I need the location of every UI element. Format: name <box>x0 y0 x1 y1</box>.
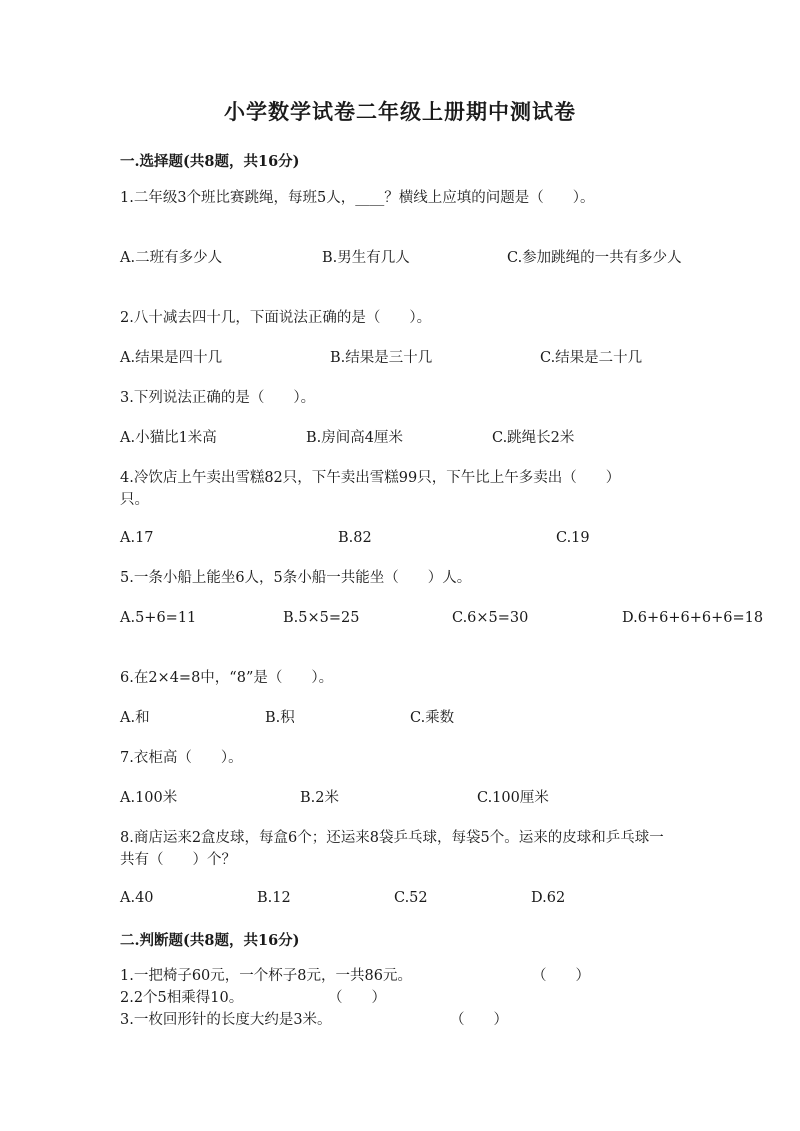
q8-option-c: C.52 <box>394 890 428 906</box>
q1-option-c: C.参加跳绳的一共有多少人 <box>507 250 682 266</box>
judge-item-1-paren: （ ） <box>532 968 590 984</box>
judge-item-2-paren: （ ） <box>328 990 386 1006</box>
q2-option-b: B.结果是三十几 <box>330 350 433 366</box>
q7-option-c: C.100厘米 <box>477 790 549 806</box>
question-1: 1.二年级3个班比赛跳绳，每班5人，____？横线上应填的问题是（ ）。 <box>120 190 595 206</box>
question-3: 3.下列说法正确的是（ ）。 <box>120 390 316 406</box>
q3-option-b: B.房间高4厘米 <box>306 430 403 446</box>
q6-option-b: B.积 <box>265 710 295 726</box>
q4-option-c: C.19 <box>556 530 590 546</box>
judge-item-3: 3.一枚回形针的长度大约是3米。 <box>120 1012 332 1028</box>
question-2: 2.八十减去四十几，下面说法正确的是（ ）。 <box>120 310 432 326</box>
judge-item-1: 1.一把椅子60元，一个杯子8元，一共86元。 <box>120 968 412 984</box>
q3-option-a: A.小猫比1米高 <box>120 430 217 446</box>
q1-option-a: A.二班有多少人 <box>120 250 223 266</box>
q1-option-b: B.男生有几人 <box>322 250 410 266</box>
exam-title: 小学数学试卷二年级上册期中测试卷 <box>224 99 576 124</box>
q6-option-c: C.乘数 <box>410 710 455 726</box>
q8-option-d: D.62 <box>531 890 566 906</box>
question-7: 7.衣柜高（ ）。 <box>120 750 243 766</box>
judge-item-2: 2.2个5相乘得10。 <box>120 990 244 1006</box>
section-judge-heading: 二.判断题(共8题，共16分) <box>120 932 300 949</box>
question-6: 6.在2×4=8中，“8”是（ ）。 <box>120 670 334 686</box>
question-4: 4.冷饮店上午卖出雪糕82只，下午卖出雪糕99只，下午比上午多卖出（ ）只。 <box>120 470 621 508</box>
q4-option-a: A.17 <box>120 530 154 546</box>
q7-option-b: B.2米 <box>300 790 339 806</box>
question-5: 5.一条小船上能坐6人，5条小船一共能坐（ ）人。 <box>120 570 472 586</box>
q5-option-c: C.6×5=30 <box>452 610 529 626</box>
q5-option-a: A.5+6=11 <box>120 610 197 626</box>
q8-option-b: B.12 <box>257 890 291 906</box>
section-choice-heading: 一.选择题(共8题，共16分) <box>120 153 300 170</box>
q8-option-a: A.40 <box>120 890 154 906</box>
q5-option-b: B.5×5=25 <box>283 610 360 626</box>
judge-item-3-paren: （ ） <box>450 1012 508 1028</box>
q2-option-a: A.结果是四十几 <box>120 350 223 366</box>
q7-option-a: A.100米 <box>120 790 178 806</box>
q2-option-c: C.结果是二十几 <box>540 350 643 366</box>
q3-option-c: C.跳绳长2米 <box>492 430 575 446</box>
q4-option-b: B.82 <box>338 530 372 546</box>
q5-option-d: D.6+6+6+6+6=18 <box>622 610 764 626</box>
q6-option-a: A.和 <box>120 710 150 726</box>
question-8: 8.商店运来2盒皮球，每盒6个；还运来8袋乒乓球，每袋5个。运来的皮球和乒乓球一共有（ ）个？ <box>120 830 664 868</box>
